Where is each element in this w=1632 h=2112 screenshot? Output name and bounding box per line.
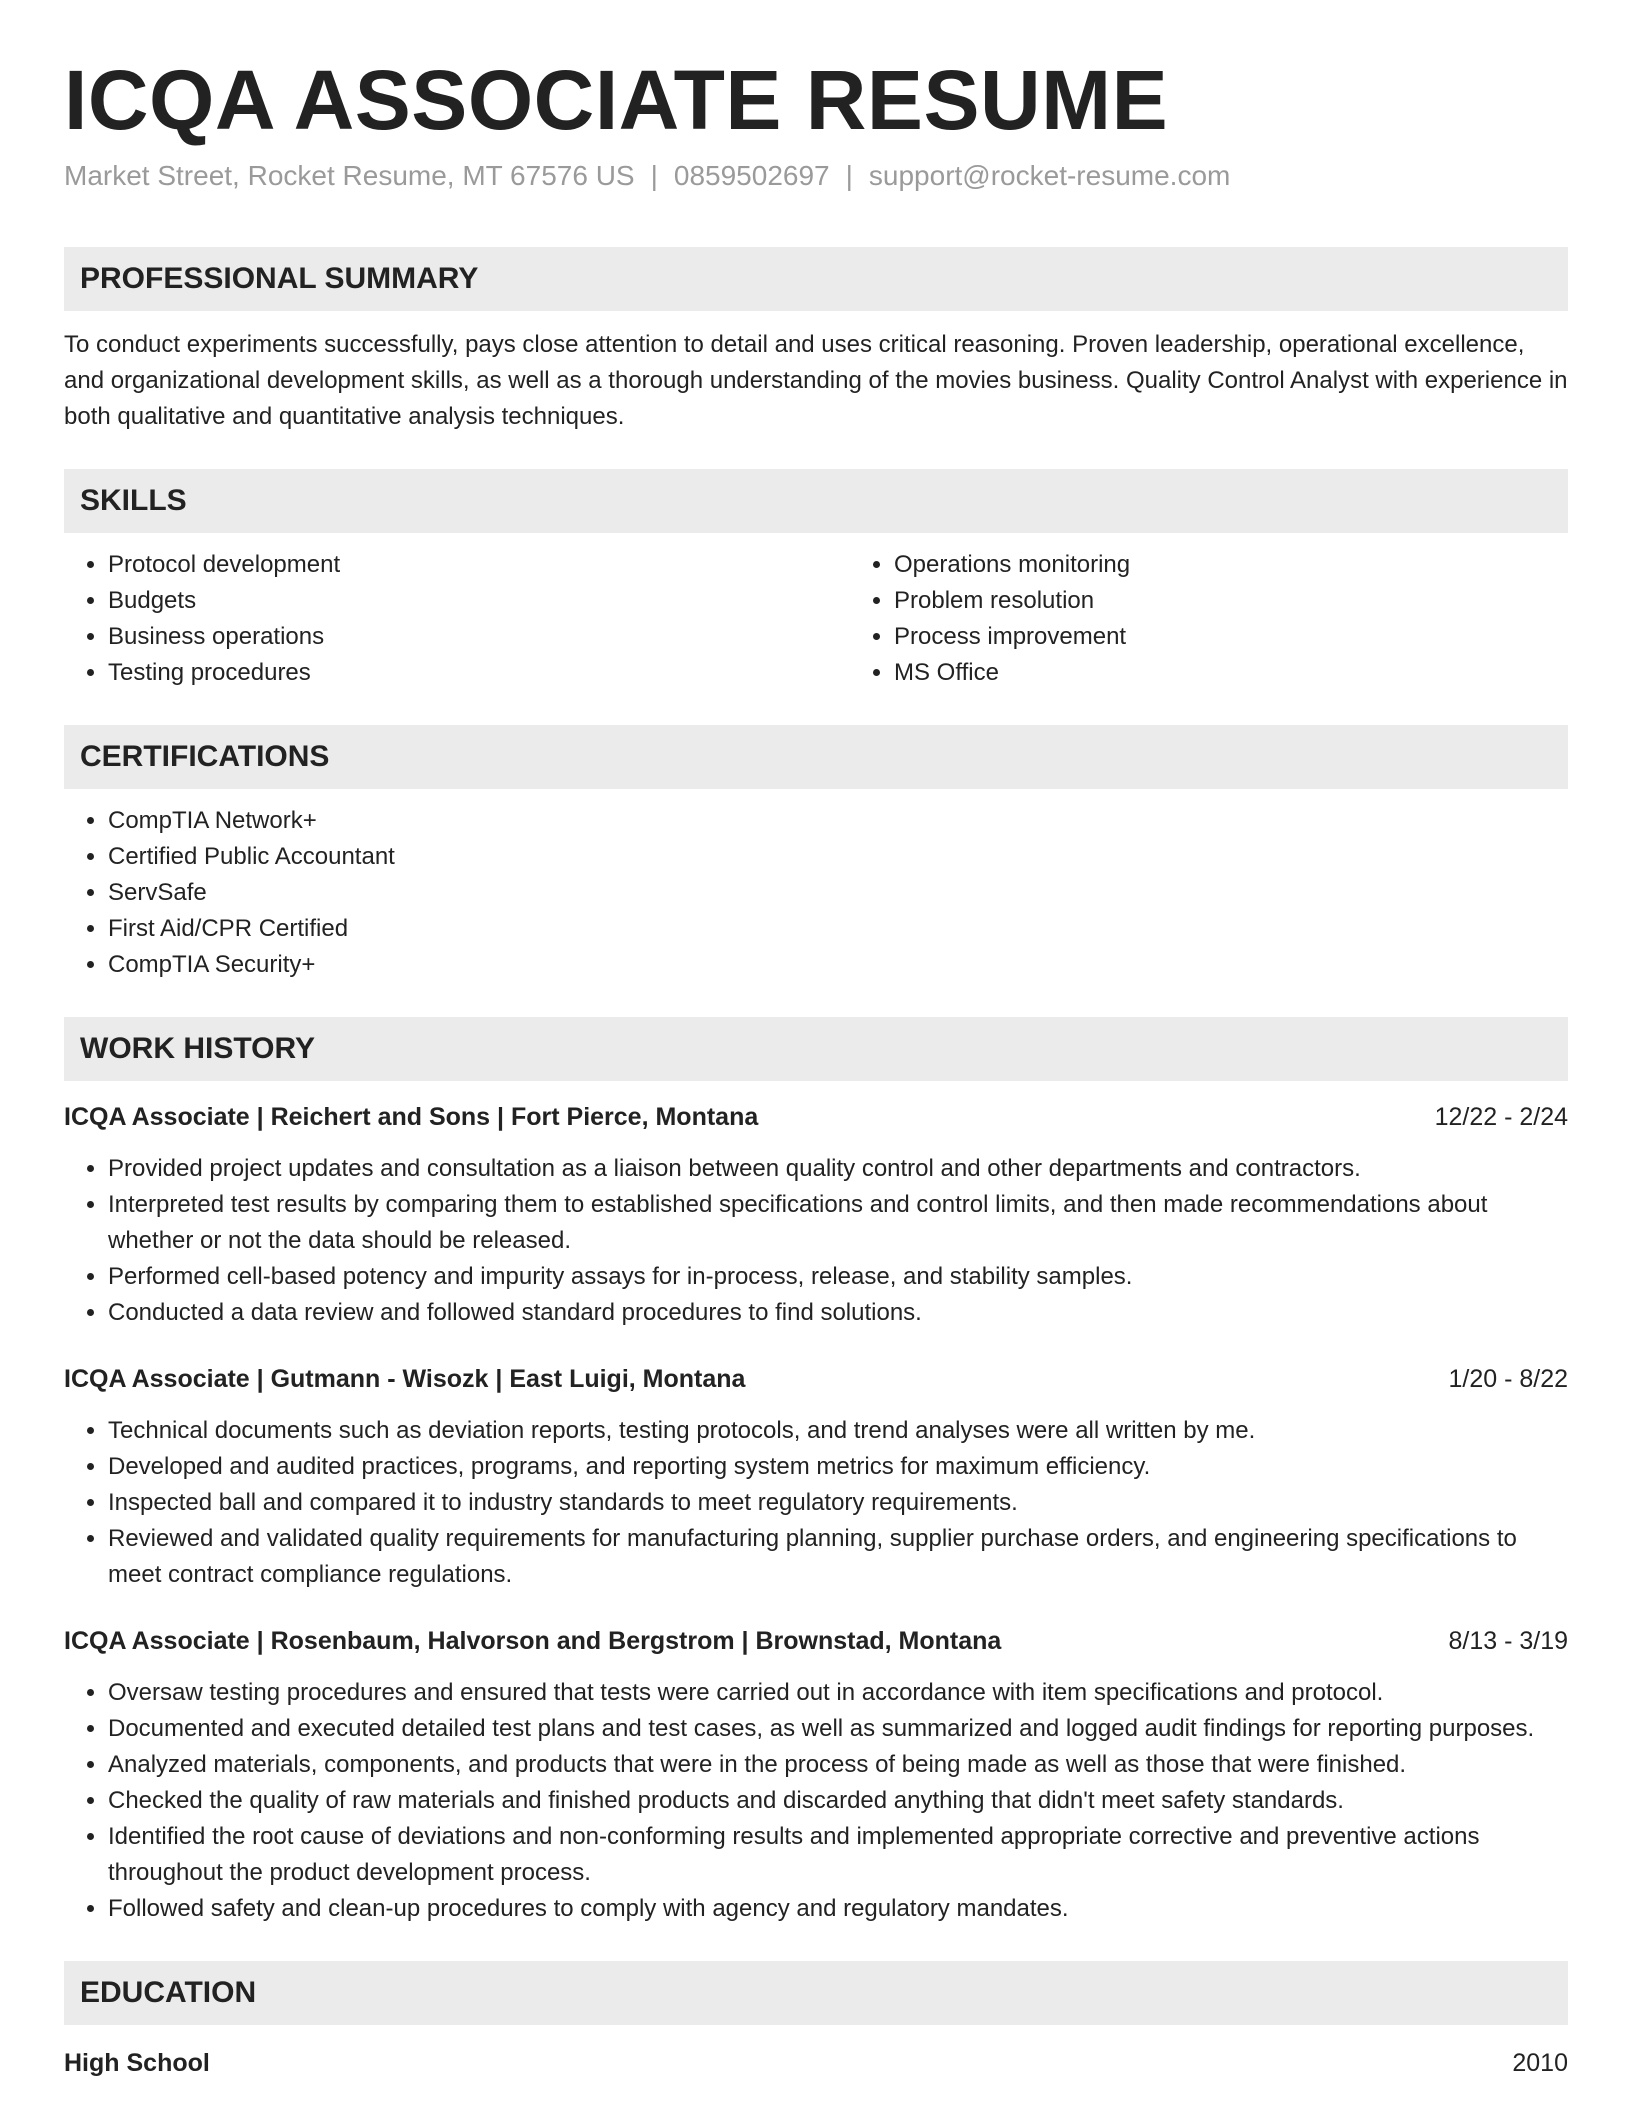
skill-item: • Budgets [108,583,850,619]
page-title: ICQA ASSOCIATE RESUME [64,53,1169,147]
job-dates: 12/22 - 2/24 [1434,1102,1568,1131]
section-heading-work-history: WORK HISTORY [64,1017,1568,1081]
certification-item: • CompTIA Network+ [108,803,1568,839]
job-bullet: • Identified the root cause of deviations and non-conforming results and implemented appropriate corrective and preventive actions throughout the product development process. [108,1819,1568,1891]
contact-line [64,158,1568,194]
job-bullet: • Provided project updates and consultation as a liaison between quality control and other departments and contractors. [108,1151,1568,1187]
education-school: High School [64,2048,210,2077]
job-entry [64,1623,1568,1927]
job-dates: 1/20 - 8/22 [1448,1364,1568,1393]
job-header [64,1099,1568,1135]
skill-item: • Process improvement [894,619,1568,655]
certification-item: • CompTIA Security+ [108,947,1568,983]
summary-text: To conduct experiments successfully, pays close attention to detail and uses critical reasoning. Proven leadership, operational excellence, and organizational development skills, as well as a thorough understanding of the movies business. Quality Control Analyst with experience in both qualitative and quantitative analysis techniques. [64,330,1568,430]
skill-item: • Operations monitoring [894,547,1568,583]
job-title: ICQA Associate | Rosenbaum, Halvorson and Bergstrom | Brownstad, Montana [64,1626,1002,1655]
job-bullet: • Conducted a data review and followed standard procedures to find solutions. [108,1295,1568,1331]
contact-address: Market Street, Rocket Resume, MT 67576 US [64,160,635,192]
job-title: ICQA Associate | Gutmann - Wisozk | East Luigi, Montana [64,1364,746,1393]
job-bullets [64,1151,1568,1331]
job-bullet: • Reviewed and validated quality requirements for manufacturing planning, supplier purchase orders, and engineering specifications to meet contract compliance regulations. [108,1521,1568,1593]
job-bullet: • Documented and executed detailed test plans and test cases, as well as summarized and logged audit findings for reporting purposes. [108,1711,1568,1747]
job-bullet: • Analyzed materials, components, and products that were in the process of being made as well as those that were finished. [108,1747,1568,1783]
job-bullet: • Oversaw testing procedures and ensured that tests were carried out in accordance with item specifications and protocol. [108,1675,1568,1711]
section-heading-summary: PROFESSIONAL SUMMARY [64,247,1568,311]
skill-item: • Business operations [108,619,850,655]
skill-item: • MS Office [894,655,1568,691]
job-entry [64,1361,1568,1593]
job-bullet: • Performed cell-based potency and impurity assays for in-process, release, and stability samples. [108,1259,1568,1295]
job-bullet: • Followed safety and clean-up procedures to comply with agency and regulatory mandates. [108,1891,1568,1927]
education-year: 2010 [1512,2048,1568,2077]
job-dates: 8/13 - 3/19 [1448,1626,1568,1655]
skill-item: • Problem resolution [894,583,1568,619]
section-heading-skills: SKILLS [64,469,1568,533]
contact-separator: | [845,160,853,192]
certification-item: • First Aid/CPR Certified [108,911,1568,947]
skills-list-right [850,547,1568,691]
contact-separator: | [650,160,658,192]
certification-item: • ServSafe [108,875,1568,911]
skill-item: • Protocol development [108,547,850,583]
contact-phone: 0859502697 [673,160,830,192]
job-bullet: • Inspected ball and compared it to industry standards to meet regulatory requirements. [108,1485,1568,1521]
certifications-list [64,803,1568,983]
job-header [64,1623,1568,1659]
job-bullet: • Checked the quality of raw materials and finished products and discarded anything that didn't meet safety standards. [108,1783,1568,1819]
skills-list-left [64,547,850,691]
education-entry [64,2045,1568,2081]
contact-email: support@rocket-resume.com [868,160,1231,192]
job-title: ICQA Associate | Reichert and Sons | Fort Pierce, Montana [64,1102,759,1131]
job-bullets [64,1675,1568,1927]
job-entry [64,1099,1568,1331]
skill-item: • Testing procedures [108,655,850,691]
job-bullets [64,1413,1568,1593]
job-bullet: • Technical documents such as deviation reports, testing protocols, and trend analyses were all written by me. [108,1413,1568,1449]
certification-item: • Certified Public Accountant [108,839,1568,875]
section-heading-education: EDUCATION [64,1961,1568,2025]
job-bullet: • Developed and audited practices, programs, and reporting system metrics for maximum efficiency. [108,1449,1568,1485]
section-heading-certifications: CERTIFICATIONS [64,725,1568,789]
skills-grid [64,533,1568,691]
job-bullet: • Interpreted test results by comparing them to established specifications and control limits, and then made recommendations about whether or not the data should be released. [108,1187,1568,1259]
job-header [64,1361,1568,1397]
